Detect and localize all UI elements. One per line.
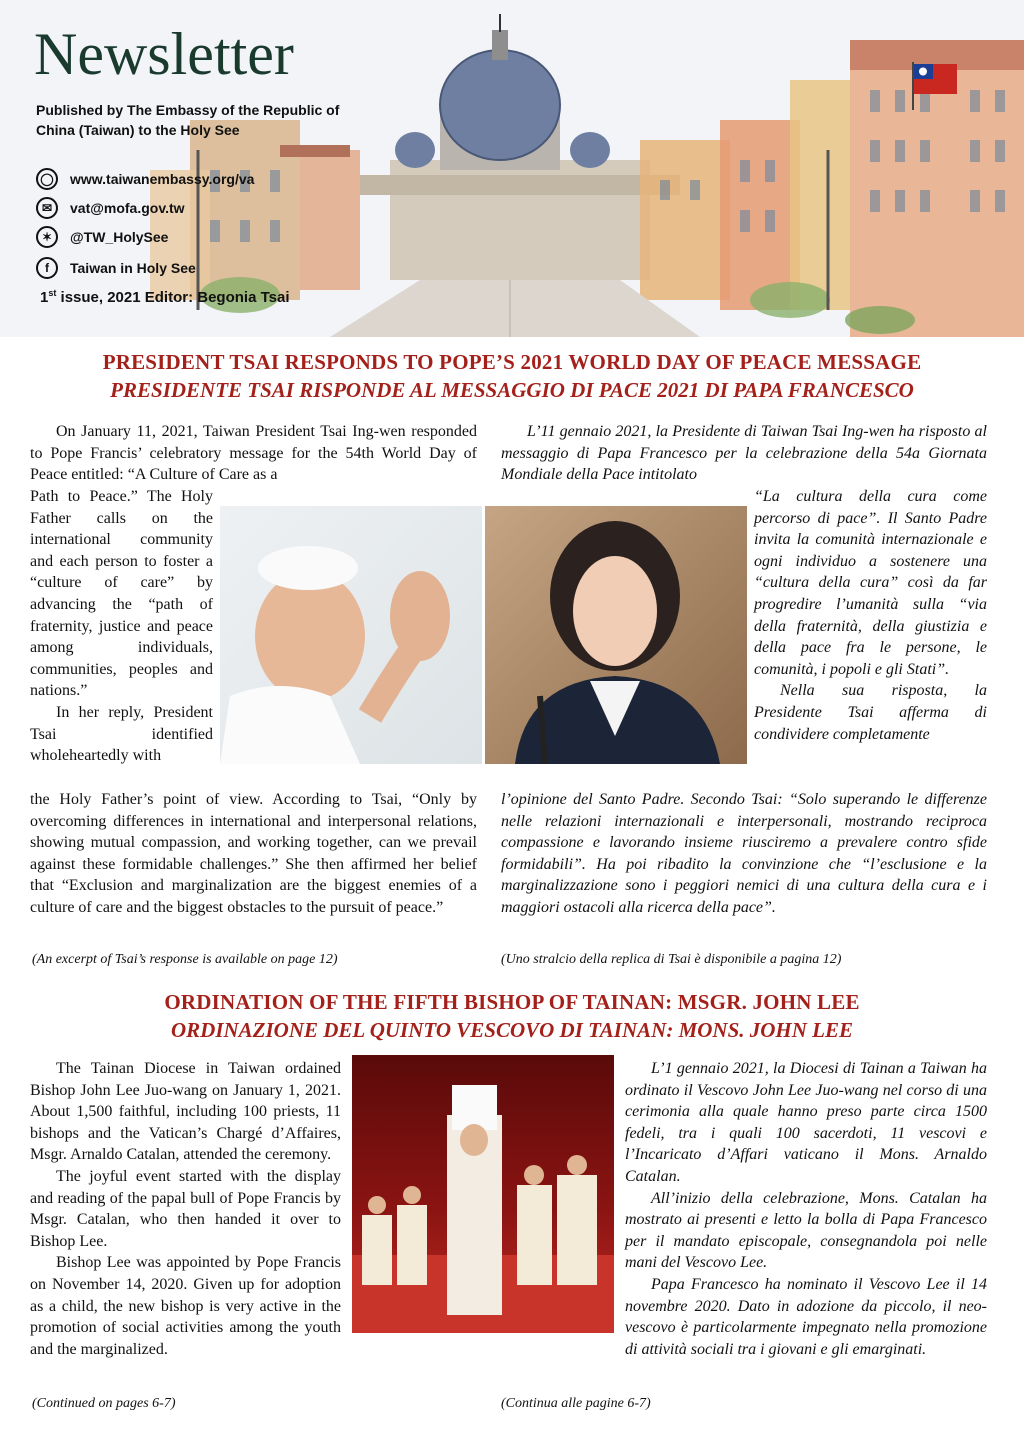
article1-en-intro: On January 11, 2021, Taiwan President Tsai Ing-wen responded to Pope Francis’ celebratory message for the 54th World Day of Peace entitled: “A Culture of Care as a (30, 423, 477, 484)
article1-title-en: PRESIDENT TSAI RESPONDS TO POPE’S 2021 WORLD DAY OF PEACE MESSAGE (102, 350, 922, 374)
article1-it-note: (Uno stralcio della replica di Tsai è disponibile a pagina 12) (501, 952, 842, 967)
article2-it-column: L’1 gennaio 2021, la Diocesi di Tainan a Taiwan ha ordinato il Vescovo John Lee Juo-wang nel corso di una cerimonia alla quale hanno preso parte circa 1500 fedeli, tra i quali 100 sacerdoti, 11 vescovi e l’Incaricato d’Affari vaticano il Mons. Arnaldo Catalan. All’inizio della celebrazione, Mons. Catalan ha mostrato ai presenti e letto la bolla di Papa Francesco per il mandato episcopale, consegnandola poi nelle mani del Vescovo Lee. Papa Francesco ha nominato il Vescovo Lee il 14 novembre 2020. Dato in adozione da piccolo, il neo-vescovo è particolarmente impegnato nella promozione di attività sociali tra i giovani e gli emarginati. (625, 1060, 987, 1358)
publisher-line: Published by The Embassy of the Republic of China (Taiwan) to the Holy See (36, 102, 340, 138)
article2-it-note: (Continua alle pagine 6-7) (501, 1396, 651, 1411)
masthead (0, 0, 1024, 337)
twitter-icon: ✶ (36, 226, 58, 248)
contact-website[interactable] (36, 168, 254, 190)
article2-en-note: (Continued on pages 6-7) (32, 1396, 176, 1411)
article1-title-it: PRESIDENTE TSAI RISPONDE AL MESSAGGIO DI PACE 2021 DI PAPA FRANCESCO (110, 378, 914, 402)
pope-francis-photo (220, 506, 482, 764)
email-link[interactable]: vat@mofa.gov.tw (70, 200, 185, 216)
facebook-page[interactable]: Taiwan in Holy See (70, 260, 196, 276)
article1-en-bottom: the Holy Father’s point of view. According to Tsai, “Only by overcoming differences in international and interpersonal relations, showing mutual compassion, and working together, can we prevail against these formidable challenges.” She then affirmed her belief that “Exclusion and marginalization are the biggest enemies of a culture of care and the biggest obstacles to the pursuit of peace.” (30, 791, 477, 916)
newsletter-title: Newsletter (34, 21, 294, 87)
article1-it-side: “La cultura della cura come percorso di pace”. Il Santo Padre invita la comunità internazionale e ogni individuo a sostenere una “cultura della cura” così da far progredire l’umanità sulla “via della fraternità, della giustizia e della pace fra le persone, le comunità, i popoli e gli Stati”. Nella sua risposta, la Presidente Tsai afferma di condividere completamente (754, 488, 987, 743)
article1-en-side: Path to Peace.” The Holy Father calls on the international community and each person to foster a “culture of care” by advancing the “path of fraternity, justice and peace among individuals, communities, peoples and nations.” In her reply, President Tsai identified wholeheartedly with (30, 488, 213, 765)
president-tsai-photo (485, 506, 747, 764)
issue-line: 1st issue, 2021 Editor: Begonia Tsai (40, 288, 290, 306)
twitter-handle[interactable]: @TW_HolySee (70, 229, 169, 245)
article1-it-bottom: l’opinione del Santo Padre. Secondo Tsai: “Solo superando le differenze nelle relazioni internazionali e interpersonali, mostrando reciproca compassione e lavorando insieme riusciremo a prevalere contro sfide formidabili”. Ha poi ribadito la convinzione che “l’esclusione e la marginalizzazione sono i peggiori nemici di una cultura della cura e i maggiori ostacoli alla ricerca della pace”. (501, 791, 987, 916)
article2-en-column: The Tainan Diocese in Taiwan ordained Bishop John Lee Juo-wang on January 1, 2021. About 1,500 faithful, including 100 priests, 11 bishops and the Vatican’s Chargé d’Affaires, Msgr. Arnaldo Catalan, attended the ceremony. The joyful event started with the display and reading of the papal bull of Pope Francis by Msgr. Catalan, who then handed it over to Bishop Lee. Bishop Lee was appointed by Pope Francis on November 14, 2020. Given up for adoption as a child, the new bishop is very active in the promotion of social activities among the youth and the marginalized. (30, 1060, 341, 1358)
contact-email[interactable] (36, 197, 185, 219)
article1-it-intro: L’11 gennaio 2021, la Presidente di Taiwan Tsai Ing-wen ha risposto al messaggio di Papa Francesco per la celebrazione della 54a Giornata Mondiale della Pace intitolato (501, 423, 987, 484)
contact-twitter[interactable] (36, 226, 168, 248)
article2-title-it: ORDINAZIONE DEL QUINTO VESCOVO DI TAINAN: MONS. JOHN LEE (170, 1018, 854, 1042)
facebook-icon: f (36, 257, 58, 279)
article1-en-note: (An excerpt of Tsai’s response is available on page 12) (32, 952, 338, 967)
website-link[interactable]: www.taiwanembassy.org/va (70, 171, 255, 187)
mail-icon: ✉ (36, 197, 58, 219)
article2-title-en: ORDINATION OF THE FIFTH BISHOP OF TAINAN: MSGR. JOHN LEE (164, 990, 860, 1014)
globe-icon: ◯ (36, 168, 58, 190)
contact-facebook[interactable] (36, 257, 196, 279)
ordination-ceremony-photo (352, 1055, 614, 1333)
